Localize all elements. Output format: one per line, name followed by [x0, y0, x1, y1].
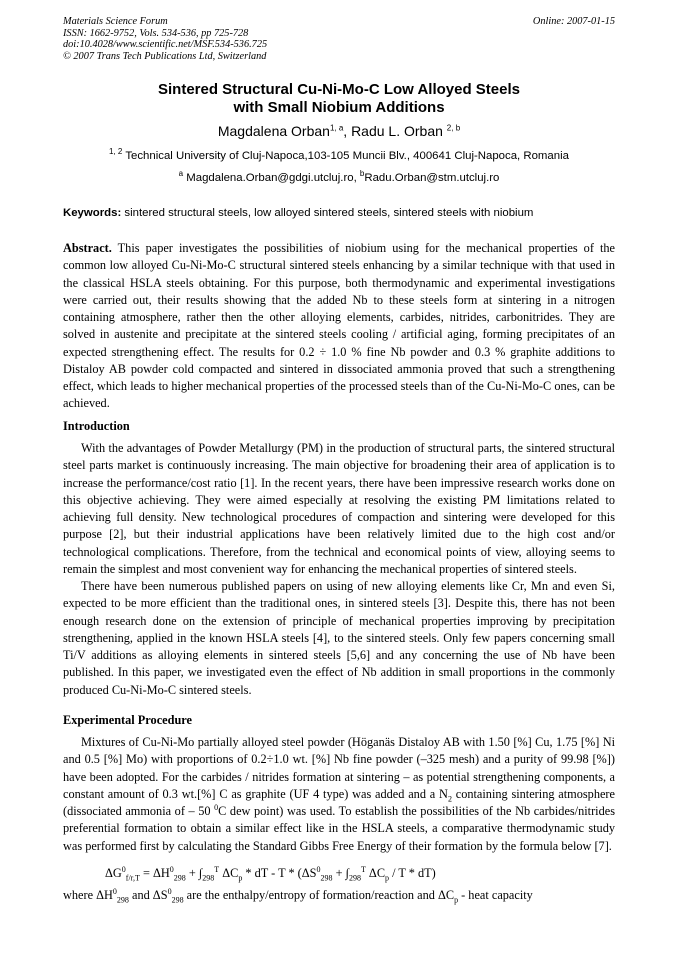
f-sub298d: 298 — [348, 873, 361, 883]
w-sup0b: 0 — [167, 886, 172, 896]
journal-name: Materials Science Forum — [63, 16, 168, 27]
f-subp2: p — [385, 873, 390, 883]
w-sub298b: 298 — [171, 895, 184, 905]
f-sub298c: 298 — [320, 873, 333, 883]
author-2-affil: 2, b — [446, 123, 461, 133]
affiliation-text: Technical University of Cluj-Napoca,103-105 Muncii Blv., 400641 Cluj-Napoca, Romania — [122, 150, 569, 162]
f-sup0: 0 — [121, 864, 126, 874]
f-dg: ΔG — [105, 866, 122, 880]
exp-text-b: containing sintering atmosphere (dissociated ammonia of – 50 — [63, 786, 615, 818]
f-sub298b: 298 — [202, 873, 215, 883]
gibbs-formula — [105, 865, 436, 881]
email-marker-b: b — [359, 169, 365, 179]
f-subp: p — [238, 873, 243, 883]
title-line-1: Sintered Structural Cu-Ni-Mo-C Low Alloyed Steels — [158, 81, 520, 98]
f-eq3: ΔC — [219, 866, 239, 880]
author-1-affil: 1, a — [329, 123, 344, 133]
keywords — [63, 206, 623, 220]
email-b: Radu.Orban@stm.utcluj.ro — [364, 172, 500, 184]
abstract-text: This paper investigates the possibilities of niobium using for the mechanical properties of the common low alloyed Cu-Ni-Mo-C structural sintered steels enhancing by a similar technique with that used in the classical HSLA steels obtaining. For this purpose, both thermodynamic and experimental investigations were carried out, their results showing that the added Nb to these steels form at sintering in a nitrogen containing atmosphere, rather then the other alloying elements, carbides, nitrides, carbonitrides. They are solved in austenite and precipitate at the sintered steels cooling / artificial aging, forming precipitates of an expected strengthening effect. The results for 0.2 ÷ 1.0 % fine Nb powder and 0.3 % graphite additions to Distaloy AB powder cold compacted and sintered in dissociated ammonia proved that such a strengthening effect, which leads to higher mechanical properties of the processed steels than of the Cu-Ni-Mo-C ones, can be achieved. — [63, 241, 615, 411]
f-eq2: + ∫ — [185, 866, 203, 880]
f-sup0c: 0 — [316, 864, 321, 874]
formula-explanation — [63, 887, 623, 903]
author-1: Magdalena Orban — [217, 123, 330, 139]
f-sup0b: 0 — [169, 864, 174, 874]
keywords-text: sintered structural steels, low alloyed sintered steels, sintered steels with niobium — [121, 207, 534, 219]
w-sup0: 0 — [112, 886, 117, 896]
journal-doi: doi:10.4028/www.scientific.net/MSF.534-536.725 — [63, 39, 268, 51]
paper-title — [63, 81, 615, 117]
author-separator: , — [343, 123, 352, 139]
experimental-body — [63, 734, 615, 855]
affiliation — [63, 149, 615, 163]
affiliation-marker: 1, 2 — [109, 147, 123, 157]
f-supT2: T — [360, 864, 366, 874]
intro-paragraph-2: There have been numerous published papers on using of new alloying elements like Cr, Mn and even Si, expected to be more efficient than the traditional ones, in sintered steels [3]. Despite this, there has not been enough research done on the extension of principle of mechanical properties improving by precipitation strengthening, applied in the known HSLA steels [4], to the sintered steels. Only few papers concerning small Ti/V additions as alloying elements in sintered steels [5,6] and any concerning the use of Nb have been published. In this paper, we investigated even the effect of Nb addition in small proportions in the commonly produced Cu-Ni-Mo-C sintered steels. — [63, 579, 615, 697]
w-t2: and ΔS — [128, 888, 168, 902]
exp-sup-0: 0 — [214, 802, 219, 812]
exp-text-a: Mixtures of Cu-Ni-Mo partially alloyed steel powder (Höganäs Distaloy AB with 1.50 [%] Cu, 1.75 [%] Ni and 0.5 [%] Mo) with proportions of 0.2÷1.0 wt. [%] Nb fine powder (–325 mesh) and a purity of 99.98 [%]) have been adopted. For the carbides / nitrides formation at sintering – as potential strengthening components, a constant amount of 0.3 wt.[%] C as graphite (UF 4 type) was added and a N — [63, 735, 615, 801]
keywords-label: Keywords: — [63, 207, 122, 219]
journal-copyright: © 2007 Trans Tech Publications Ltd, Switzerland — [63, 50, 267, 62]
f-eq4: * dT - T * (ΔS — [242, 866, 317, 880]
w-sub298: 298 — [116, 895, 129, 905]
online-date: Online: 2007-01-15 — [532, 16, 615, 27]
experimental-heading: Experimental Procedure — [63, 713, 192, 727]
author-list — [63, 123, 615, 140]
f-eq6: ΔC — [365, 866, 386, 880]
f-eq1: = ΔH — [139, 866, 170, 880]
w-t3: are the enthalpy/entropy of formation/reaction and ΔC — [183, 888, 455, 902]
f-sub-ft: f/r,T — [125, 873, 140, 883]
author-2: Radu L. Orban — [351, 123, 447, 139]
experimental-paragraph-1 — [63, 734, 615, 855]
f-supT: T — [214, 864, 220, 874]
w-subp: p — [454, 895, 459, 905]
w-t1: where ΔH — [63, 888, 113, 902]
introduction-body — [63, 440, 615, 699]
author-emails — [63, 171, 615, 185]
abstract-label: Abstract. — [63, 241, 112, 255]
journal-header — [63, 16, 615, 62]
introduction-heading: Introduction — [63, 419, 130, 433]
f-sub298: 298 — [173, 873, 186, 883]
email-marker-a: a — [178, 169, 184, 179]
f-eq7: / T * dT) — [389, 866, 436, 880]
exp-sub-2: 2 — [447, 794, 452, 804]
title-line-2: with Small Niobium Additions — [233, 99, 445, 116]
email-a: Magdalena.Orban@gdgi.utcluj.ro, — [183, 172, 360, 184]
abstract — [63, 240, 615, 413]
w-t4: - heat capacity — [458, 888, 533, 902]
f-eq5: + ∫ — [332, 866, 349, 880]
exp-text-c: C dew point) was used. To establish the possibilities of the Nb carbides/nitrides preferential formation to obtain a similar effect like in the HSLA steels, a comparative thermodynamic study was performed first by calculating the Standard Gibbs Free Energy of their formation by the formula below [7]. — [63, 804, 615, 853]
intro-paragraph-1: With the advantages of Powder Metallurgy (PM) in the production of structural parts, the sintered structural steel parts market is continuously increasing. The main objective for broadening their area of application is to increase the performance/cost ratio [1]. In the recent years, there have been impressive research works done on this objective achieving. They were aimed especially at resolving the existing PM limitations related to achieving full density. New technological procedures of compaction and sintering were developed for this purpose [2], but their industrial applications have been relatively limited due to the high cost and/or technological complications. Therefore, from the technical and economical points of view, alloying seems to remain the simplest and most convenient way for enhancing the mechanical properties of sintered steels. — [63, 441, 615, 576]
journal-issn: ISSN: 1662-9752, Vols. 534-536, pp 725-728 — [63, 27, 249, 39]
